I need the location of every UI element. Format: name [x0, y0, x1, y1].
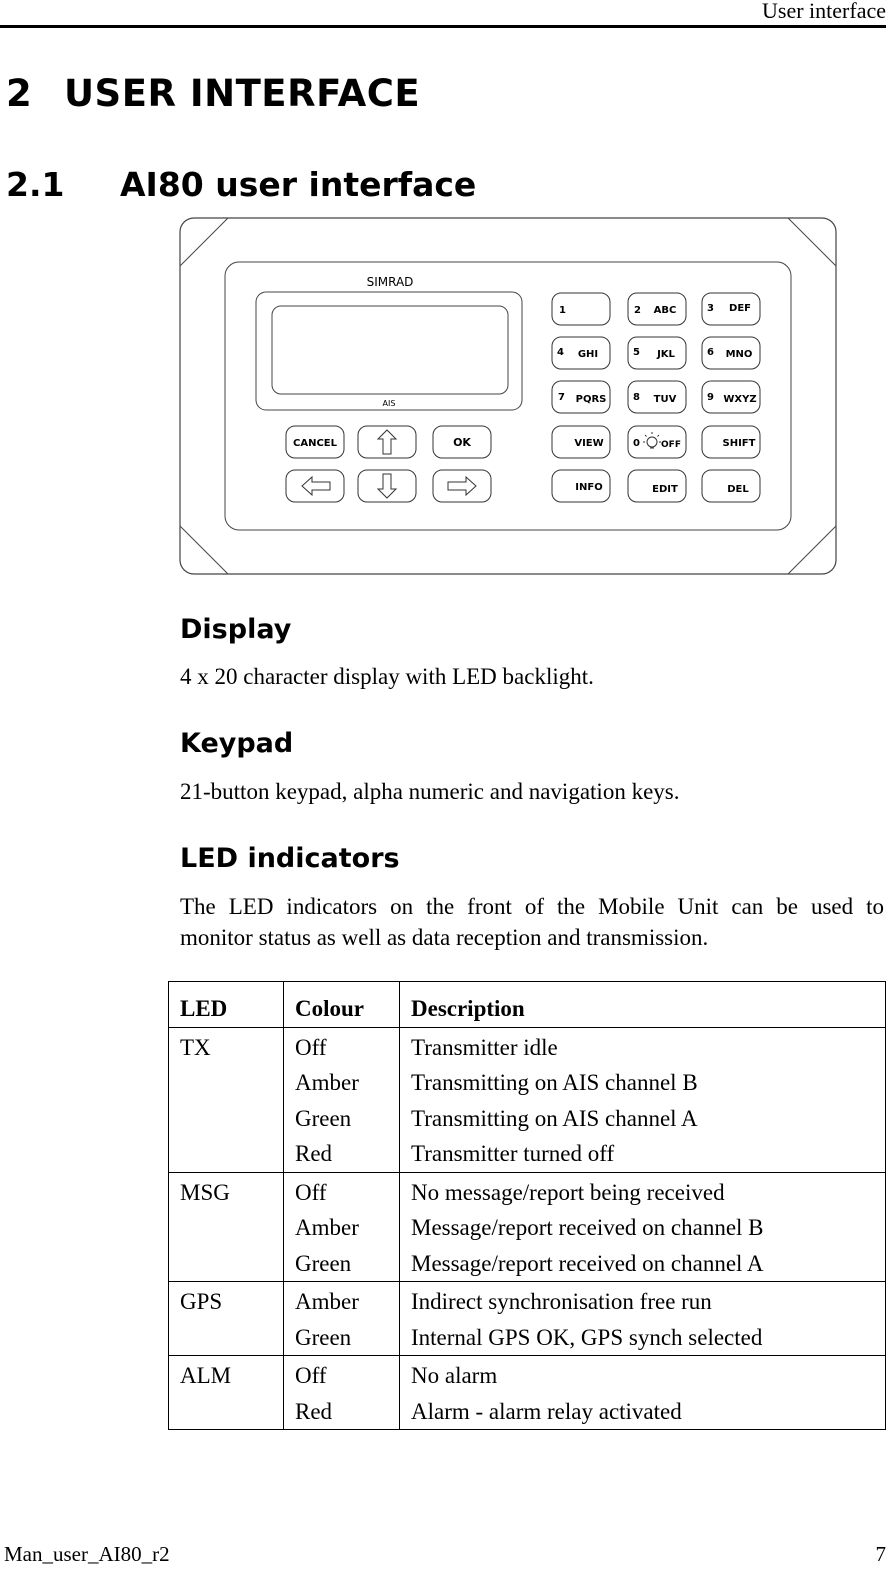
description-value: Transmitting on AIS channel B	[411, 1070, 698, 1095]
colour-value: Amber	[295, 1215, 359, 1240]
table-row	[169, 1356, 886, 1430]
key-1-num: 1	[559, 305, 566, 316]
description-value: Message/report received on channel B	[411, 1215, 764, 1240]
key-9[interactable]	[702, 381, 760, 413]
key-down[interactable]	[358, 470, 416, 502]
key-3[interactable]	[702, 293, 760, 325]
description-cell	[400, 1356, 886, 1430]
key-5-letters: JKL	[657, 349, 675, 360]
description-value: No message/report being received	[411, 1179, 725, 1205]
key-5-num: 5	[633, 347, 640, 358]
key-edit-label: EDIT	[652, 484, 678, 495]
key-2-num: 2	[634, 305, 641, 316]
colour-value: Off	[295, 1034, 327, 1060]
display-text: 4 x 20 character display with LED backlight.	[180, 664, 594, 689]
description-value: No alarm	[411, 1363, 498, 1388]
chapter-title: USER INTERFACE	[64, 72, 421, 115]
key-cancel-label: CANCEL	[293, 438, 337, 449]
colour-cell	[284, 1027, 400, 1172]
section-heading	[6, 165, 476, 204]
chapter-heading	[6, 72, 420, 115]
led-table-header-row	[169, 982, 886, 1028]
colour-value: Red	[295, 1398, 333, 1424]
header-colour: Colour	[284, 982, 400, 1028]
lcd-display	[272, 306, 508, 394]
colour-value: Green	[295, 1250, 352, 1276]
key-del-label: DEL	[727, 484, 749, 495]
colour-cell	[284, 1356, 400, 1430]
led-name: TX	[169, 1027, 284, 1172]
description-value: Indirect synchronisation free run	[411, 1289, 712, 1314]
key-view[interactable]	[552, 426, 610, 458]
header-description: Description	[400, 982, 886, 1028]
key-6[interactable]	[702, 337, 760, 369]
keypad-text: 21-button keypad, alpha numeric and navigation keys.	[180, 779, 680, 804]
keypad-heading: Keypad	[180, 728, 294, 759]
key-6-num: 6	[707, 347, 714, 358]
key-9-num: 9	[707, 392, 714, 403]
key-4-letters: GHI	[577, 349, 599, 360]
chapter-number: 2	[6, 72, 33, 115]
footer-doc-id: Man_user_AI80_r2	[4, 1542, 170, 1566]
colour-value: Amber	[295, 1070, 359, 1095]
key-up[interactable]	[358, 426, 416, 458]
brand-label: SIMRAD	[366, 275, 414, 289]
description-cell	[400, 1172, 886, 1282]
page-number: 7	[875, 1542, 886, 1566]
key-7-num: 7	[558, 392, 565, 403]
description-value: Message/report received on channel A	[411, 1250, 764, 1276]
key-right[interactable]	[433, 470, 491, 502]
led-name: GPS	[169, 1282, 284, 1356]
key-4[interactable]	[552, 337, 610, 369]
key-4-num: 4	[557, 347, 564, 358]
key-shift[interactable]	[702, 426, 760, 458]
key-8-num: 8	[633, 392, 640, 403]
key-6-letters: MNO	[725, 349, 753, 360]
display-heading: Display	[180, 614, 292, 645]
key-3-letters: DEF	[729, 303, 751, 314]
key-5[interactable]	[628, 337, 686, 369]
running-header: User interface	[762, 0, 886, 23]
description-cell	[400, 1282, 886, 1356]
key-info[interactable]	[552, 470, 610, 502]
table-row	[169, 1027, 886, 1172]
key-cancel[interactable]	[286, 426, 344, 458]
colour-value: Green	[295, 1105, 352, 1131]
led-paragraph-line-1: The LED indicators on the front of the Mobile Unit can be used to	[180, 894, 884, 919]
key-shift-label: SHIFT	[722, 438, 756, 449]
colour-cell	[284, 1172, 400, 1282]
key-info-label: INFO	[575, 482, 603, 493]
header-rule	[0, 25, 886, 28]
header-led: LED	[169, 982, 284, 1028]
section-number: 2.1	[6, 165, 65, 204]
key-2[interactable]	[628, 293, 686, 325]
key-0-off[interactable]	[628, 426, 686, 458]
key-view-label: VIEW	[574, 438, 604, 449]
key-left[interactable]	[286, 470, 344, 502]
led-paragraph	[180, 891, 884, 953]
ai80-device-illustration	[178, 216, 838, 576]
led-paragraph-line-2: monitor status as well as data reception and transmission.	[180, 925, 709, 950]
key-edit[interactable]	[628, 470, 686, 502]
key-7-letters: PQRS	[575, 394, 607, 405]
section-title: AI80 user interface	[120, 165, 477, 204]
key-1[interactable]	[552, 293, 610, 325]
key-0-num: 0	[633, 438, 640, 449]
table-row	[169, 1282, 886, 1356]
description-cell	[400, 1027, 886, 1172]
key-ok-label: OK	[453, 436, 471, 449]
description-value: Transmitter idle	[411, 1034, 558, 1060]
key-8-letters: TUV	[653, 394, 677, 405]
key-8[interactable]	[628, 381, 686, 413]
display-label: AIS	[382, 399, 396, 408]
colour-value: Off	[295, 1179, 327, 1205]
colour-value: Off	[295, 1363, 327, 1388]
led-table	[168, 981, 886, 1430]
description-value: Alarm - alarm relay activated	[411, 1398, 682, 1424]
led-name: MSG	[169, 1172, 284, 1282]
colour-value: Amber	[295, 1289, 359, 1314]
key-7[interactable]	[552, 381, 610, 413]
key-ok[interactable]	[433, 426, 491, 458]
led-name: ALM	[169, 1356, 284, 1430]
key-del[interactable]	[702, 470, 760, 502]
key-0-off-label: OFF	[661, 440, 681, 450]
colour-cell	[284, 1282, 400, 1356]
colour-value: Green	[295, 1324, 352, 1350]
description-value: Transmitter turned off	[411, 1141, 615, 1166]
key-2-letters: ABC	[653, 305, 677, 316]
description-value: Internal GPS OK, GPS synch selected	[411, 1324, 763, 1350]
description-value: Transmitting on AIS channel A	[411, 1105, 698, 1131]
key-9-letters: WXYZ	[723, 394, 757, 405]
key-3-num: 3	[707, 303, 714, 314]
led-heading: LED indicators	[180, 843, 400, 874]
colour-value: Red	[295, 1141, 333, 1166]
table-row	[169, 1172, 886, 1282]
